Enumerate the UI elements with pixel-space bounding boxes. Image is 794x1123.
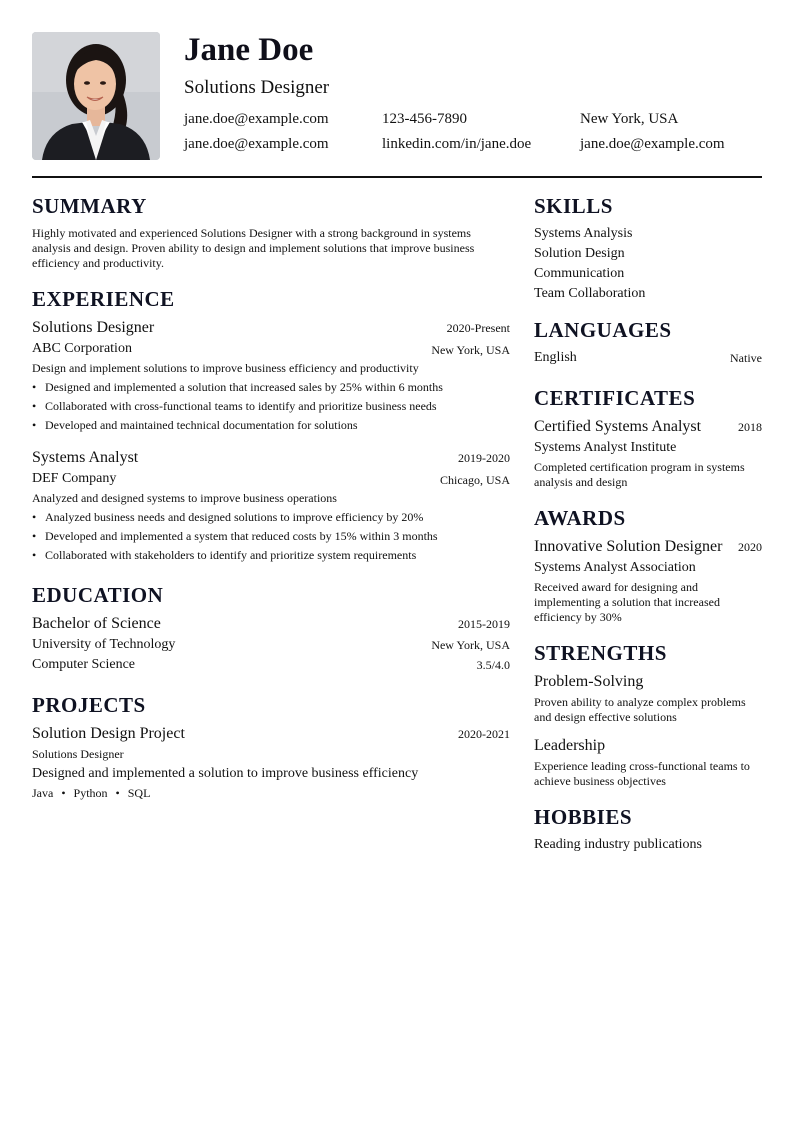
contact-phone[interactable]: 123-456-7890 bbox=[382, 111, 467, 127]
tech-tag: Python bbox=[73, 786, 108, 800]
job-bullet: • Analyzed business needs and designed solutions to improve efficiency by 20% bbox=[32, 510, 423, 525]
tech-tag: Java bbox=[32, 786, 54, 800]
language-level: Native bbox=[730, 351, 762, 365]
candidate-name: Jane Doe bbox=[184, 32, 314, 68]
separator-dot: • bbox=[61, 786, 66, 800]
certificate-year: 2018 bbox=[738, 420, 762, 434]
hobbies-heading: HOBBIES bbox=[534, 805, 633, 829]
strength-name: Leadership bbox=[534, 737, 606, 754]
profile-photo-image bbox=[32, 32, 160, 160]
strength-description: Experience leading cross-functional teams to achieve business objectives bbox=[534, 759, 750, 788]
education-dates: 2015-2019 bbox=[458, 617, 510, 631]
experience-heading: EXPERIENCE bbox=[32, 287, 175, 311]
education-heading: EDUCATION bbox=[32, 583, 164, 607]
skill-item: Solution Design bbox=[534, 246, 625, 261]
job-company: ABC Corporation bbox=[32, 341, 132, 356]
certificate-name: Certified Systems Analyst bbox=[534, 418, 702, 435]
project-name: Solution Design Project bbox=[32, 725, 185, 742]
certificate-description: Completed certification program in systems analysis and design bbox=[534, 460, 745, 489]
skill-item: Team Collaboration bbox=[534, 286, 646, 301]
job-dates: 2019-2020 bbox=[458, 451, 510, 465]
job-title: Systems Analyst bbox=[32, 449, 139, 466]
skill-item: Systems Analysis bbox=[534, 226, 633, 241]
header-divider bbox=[32, 176, 762, 178]
project-dates: 2020-2021 bbox=[458, 727, 510, 741]
award-description: Received award for designing and implementing a solution that increased efficiency by 30% bbox=[534, 580, 720, 624]
candidate-title: Solutions Designer bbox=[184, 77, 330, 98]
strengths-heading: STRENGTHS bbox=[534, 641, 667, 665]
award-issuer: Systems Analyst Association bbox=[534, 560, 696, 575]
job-description: Design and implement solutions to improve business efficiency and productivity bbox=[32, 361, 419, 375]
contact-email[interactable]: jane.doe@example.com bbox=[184, 111, 329, 127]
certificate-issuer: Systems Analyst Institute bbox=[534, 440, 677, 455]
project-role: Solutions Designer bbox=[32, 747, 124, 761]
award-name: Innovative Solution Designer bbox=[534, 538, 723, 555]
job-location: Chicago, USA bbox=[440, 473, 510, 487]
summary-heading: SUMMARY bbox=[32, 194, 147, 218]
contact-email-secondary[interactable]: jane.doe@example.com bbox=[184, 136, 329, 152]
certificates-heading: CERTIFICATES bbox=[534, 386, 696, 410]
job-bullet: • Collaborated with cross-functional teams to identify and prioritize business needs bbox=[32, 399, 437, 414]
awards-heading: AWARDS bbox=[534, 506, 626, 530]
strength-name: Problem-Solving bbox=[534, 673, 644, 690]
hobby-item: Reading industry publications bbox=[534, 837, 702, 852]
job-title: Solutions Designer bbox=[32, 319, 155, 336]
language-name: English bbox=[534, 350, 577, 365]
education-school: University of Technology bbox=[32, 637, 176, 652]
job-location: New York, USA bbox=[431, 343, 510, 357]
languages-heading: LANGUAGES bbox=[534, 318, 672, 342]
summary-text: Highly motivated and experienced Solutions Designer with a strong background in systems analysis and design. Proven ability to design and implement solutions that improve business efficiency and productivity. bbox=[32, 226, 475, 270]
job-bullet: • Developed and maintained technical documentation for solutions bbox=[32, 418, 358, 433]
education-gpa: 3.5/4.0 bbox=[476, 658, 510, 672]
tech-tag: SQL bbox=[127, 786, 151, 800]
profile-photo bbox=[32, 32, 160, 160]
skill-item: Communication bbox=[534, 266, 625, 281]
education-field: Computer Science bbox=[32, 657, 136, 672]
contact-email-tertiary[interactable]: jane.doe@example.com bbox=[580, 136, 725, 152]
job-bullet: • Developed and implemented a system that reduced costs by 15% within 3 months bbox=[32, 529, 438, 544]
skills-heading: SKILLS bbox=[534, 194, 613, 218]
contact-linkedin[interactable]: linkedin.com/in/jane.doe bbox=[382, 136, 532, 152]
education-location: New York, USA bbox=[431, 638, 510, 652]
job-bullet: • Collaborated with stakeholders to identify and prioritize system requirements bbox=[32, 548, 416, 563]
education-degree: Bachelor of Science bbox=[32, 615, 161, 632]
job-bullet: • Designed and implemented a solution that increased sales by 25% within 6 months bbox=[32, 380, 443, 395]
job-description: Analyzed and designed systems to improve business operations bbox=[32, 491, 337, 505]
job-dates: 2020-Present bbox=[446, 321, 510, 335]
award-year: 2020 bbox=[738, 540, 762, 554]
contact-location: New York, USA bbox=[580, 111, 679, 127]
job-company: DEF Company bbox=[32, 471, 117, 486]
strength-description: Proven ability to analyze complex problems and design effective solutions bbox=[534, 695, 746, 724]
project-description: Designed and implemented a solution to improve business efficiency bbox=[32, 766, 419, 781]
projects-heading: PROJECTS bbox=[32, 693, 146, 717]
separator-dot: • bbox=[115, 786, 120, 800]
project-tech-list bbox=[32, 786, 150, 801]
